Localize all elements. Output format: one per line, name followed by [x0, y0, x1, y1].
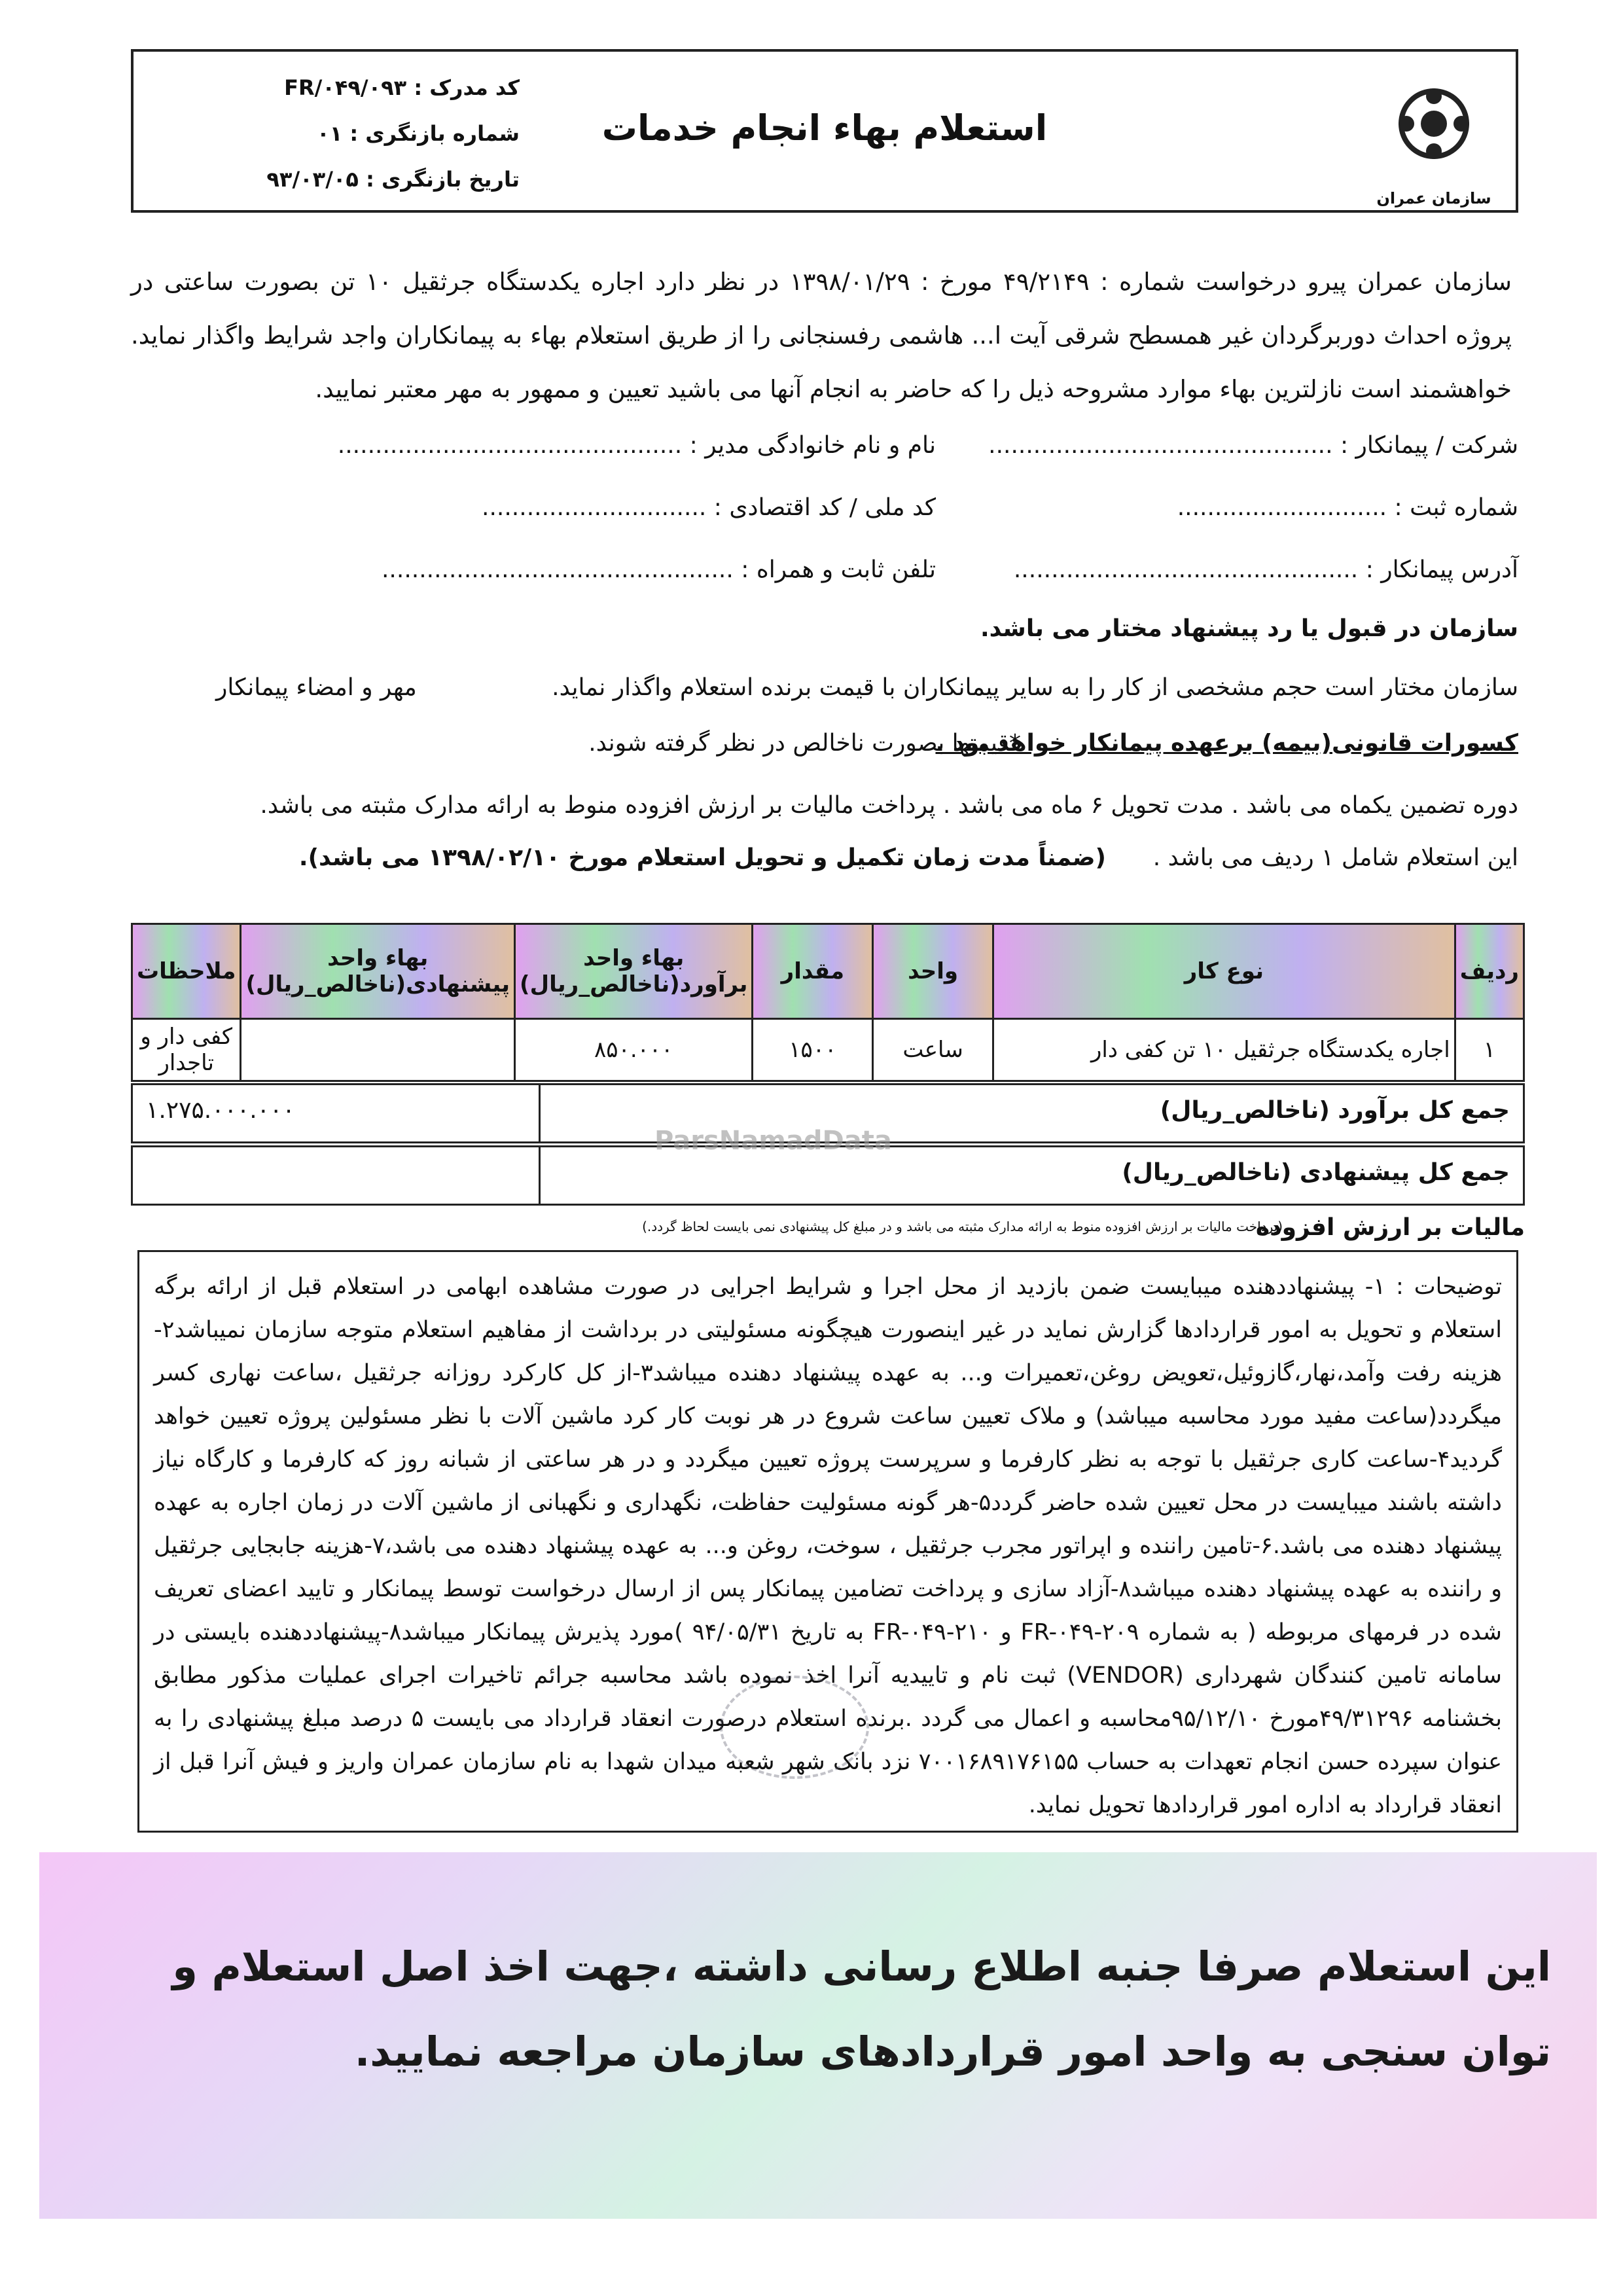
deadline-note: (ضمناً مدت زمان تکمیل و تحویل استعلام مورخ ۱۳۹۸/۰۲/۱۰ می باشد). — [298, 844, 1106, 871]
table-header-row — [132, 924, 1524, 1019]
contractor-seal-label: مهر و امضاء پیمانکار — [216, 674, 417, 701]
cell-quantity: ۱۵۰۰ — [753, 1019, 873, 1081]
revision-number: شماره بازنگری : ۰۱ — [317, 121, 520, 146]
logo-label: سازمان عمران — [1376, 189, 1491, 207]
notes-box: توضیحات : ۱- پیشنهاددهنده میبایست ضمن بازدید از محل اجرا و شرایط اجرایی در صورت مشاهده ابهامی در استعلام قبل از ارائه برگه استعلام و تحویل به امور قراردادها گزارش نماید در غیر اینصورت هیچگونه مسئولیتی در برداشت از مفاهیم استعلام متوجه سازمان نمیباشد۲-هزینه رفت وآمد،نهار،گازوئیل،تعویض روغن،تعمیرات و... به عهده پیشنهاد دهنده میباشد۳-از کل کارکرد روزانه جرثقیل ،ساعت نهاری کسر میگردد(ساعت مفید مورد محاسبه میباشد) و ملاک تعیین ساعت شروع در هر نوبت کار کرد ماشین آلات با نظر مسئولین پروژه تعیین خواهد گردید۴-ساعت کاری جرثقیل با توجه به نظر کارفرما و سرپرست پروژه تعیین میگردد و در هر ساعتی از شبانه روز که کارفرما و کارگاه نیاز داشته باشند میبایست در محل تعیین شده حاضر گردد۵-هر گونه مسئولیت حفاظت، نگهداری و نگهبانی از ماشین آلات در زمان اجاره به عهده پیشنهاد دهنده می باشد.۶-تامین راننده و اپراتور مجرب جرثقیل ، سوخت، روغن و... به عهده پیشنهاد دهنده می باشد،۷-هزینه جابجایی جرثقیل و راننده به عهده پیشنهاد دهنده میباشد۸-آزاد سازی و پرداخت تضامین پیمانکار پس از ارسال درخواست توسط پیمانکار و تایید اعضای تعریف شده در فرمهای مربوطه ( به شماره FR-۰۴۹-۲۰۹ و FR-۰۴۹-۲۱۰ به تاریخ ۹۴/۰۵/۳۱ )مورد پذیرش پیمانکار میباشد۸-پیشنهاددهنده بایستی در سامانه تامین کنندگان شهرداری (VENDOR) ثبت نام و تاییدیه آنرا اخذ نموده باشد محاسبه جرائم تاخیرات اجرای عملیات مذکور مطابق بخشنامه ۴۹/۳۱۲۹۶مورخ ۹۵/۱۲/۱۰محاسبه و اعمال می گردد .برنده استعلام درصورت انعقاد قرارداد می بایست ۵ درصد مبلغ پیشنهادی را به عنوان سپرده حسن انجام تعهدات به حساب ۷۰۰۱۶۸۹۱۷۶۱۵۵ نزد بانک شهر شعبه میدان شهدا به نام سازمان عمران واریز و فیش آنرا قبل از انعقاد قرارداد به اداره امور قراردادها تحویل نماید. — [137, 1250, 1518, 1833]
volume-note: سازمان مختار است حجم مشخصی از کار را به سایر پیمانکاران با قیمت برنده استعلام واگذار نماید. — [552, 674, 1518, 701]
banner-text: این استعلام صرفا جنبه اطلاع رسانی داشته ،جهت اخذ اصل استعلام و توان سنجی به واحد امور قراردادهای سازمان مراجعه نمایید. — [172, 1943, 1551, 2075]
header-work-type: نوع کار — [993, 924, 1455, 1019]
header-unit: واحد — [873, 924, 993, 1019]
header-proposed-price: بهاء واحد پیشنهادی(ناخالص_ریال) — [241, 924, 515, 1019]
proposed-total-label: جمع کل پیشنهادی (ناخالص_ریال) — [1122, 1159, 1510, 1186]
vat-note: (پرداخت مالیات بر ارزش افزوده منوط به ارائه مدارک مثبته می باشد و در مبلغ کل پیشنهادی نمی بایست لحاظ گردد.) — [642, 1219, 1283, 1234]
cell-remarks: کفی دار و تاجدار — [132, 1019, 241, 1081]
rows-count-note: این استعلام شامل ۱ ردیف می باشد . — [1152, 844, 1518, 871]
estimate-total-label: جمع کل برآورد (ناخالص_ریال) — [1160, 1097, 1510, 1124]
stamp-icon — [720, 1676, 869, 1779]
cell-row-no: ۱ — [1455, 1019, 1524, 1081]
organization-logo-icon — [1385, 78, 1483, 196]
doc-code: کد مدرک : FR/۰۴۹/۰۹۳ — [284, 75, 520, 100]
header-remarks: ملاحظات — [132, 924, 241, 1019]
estimate-total-value: ۱.۲۷۵.۰۰۰.۰۰۰ — [146, 1097, 295, 1124]
vat-label: مالیات بر ارزش افزوده — [1255, 1214, 1525, 1241]
info-banner — [39, 1852, 1597, 2219]
watermark: ParsNamadData — [654, 1126, 892, 1156]
net-prices-note: *قیمتها بصورت ناخالص در نظر گرفته شوند. — [588, 730, 1021, 757]
document-header — [131, 49, 1518, 213]
cell-unit: ساعت — [873, 1019, 993, 1081]
accept-reject-note: سازمان در قبول یا رد پیشنهاد مختار می باشد. — [980, 615, 1518, 642]
header-estimate-price: بهاء واحد برآورد(ناخالص_ریال) — [515, 924, 753, 1019]
revision-date: تاریخ بازنگری : ۹۳/۰۳/۰۵ — [266, 167, 520, 192]
manager-field: نام و نام خانوادگی مدیر : .............................................. — [337, 432, 936, 459]
cell-work-type: اجاره یکدستگاه جرثقیل ۱۰ تن کفی دار — [993, 1019, 1455, 1081]
cell-estimate-price: ۸۵۰.۰۰۰ — [515, 1019, 753, 1081]
address-field: آدرس پیمانکار : .............................................. — [1013, 556, 1518, 583]
header-row-no: ردیف — [1455, 924, 1524, 1019]
cell-proposed-price[interactable] — [241, 1019, 515, 1081]
intro-paragraph: سازمان عمران پیرو درخواست شماره : ۴۹/۲۱۴۹ مورخ : ۱۳۹۸/۰۱/۲۹ در نظر دارد اجاره یکدستگاه جرثقیل ۱۰ تن بصورت ساعتی در پروژه احداث دوربرگردان غیر همسطح شرقی آیت ا... هاشمی رفسنجانی را از طریق استعلام بهاء به پیمانکاران واجد شرایط واگذار نماید. خواهشمند است نازلترین بهاء موارد مشروحه ذیل را که حاضر به انجام آنها می باشید تعیین و ممهور به مهر معتبر نمایید. — [131, 268, 1512, 403]
national-code-field: کد ملی / کد اقتصادی : .............................. — [482, 494, 936, 521]
deductions-note: کسورات قانونی(بیمه) برعهده پیمانکار خواهد بود . — [935, 730, 1518, 757]
company-field: شرکت / پیمانکار : .............................................. — [988, 432, 1518, 459]
document-title: استعلام بهاء انجام خدمات — [601, 107, 1048, 149]
registration-field: شماره ثبت : ............................ — [1177, 494, 1518, 521]
header-quantity: مقدار — [753, 924, 873, 1019]
warranty-note: دوره تضمین یکماه می باشد . مدت تحویل ۶ ماه می باشد . پرداخت مالیات بر ارزش افزوده منوط به ارائه مدارک مثبته می باشد. — [260, 792, 1518, 819]
phone-field: تلفن ثابت و همراه : ............................................... — [381, 556, 936, 583]
table-row — [132, 1019, 1524, 1081]
items-table — [131, 923, 1525, 1082]
